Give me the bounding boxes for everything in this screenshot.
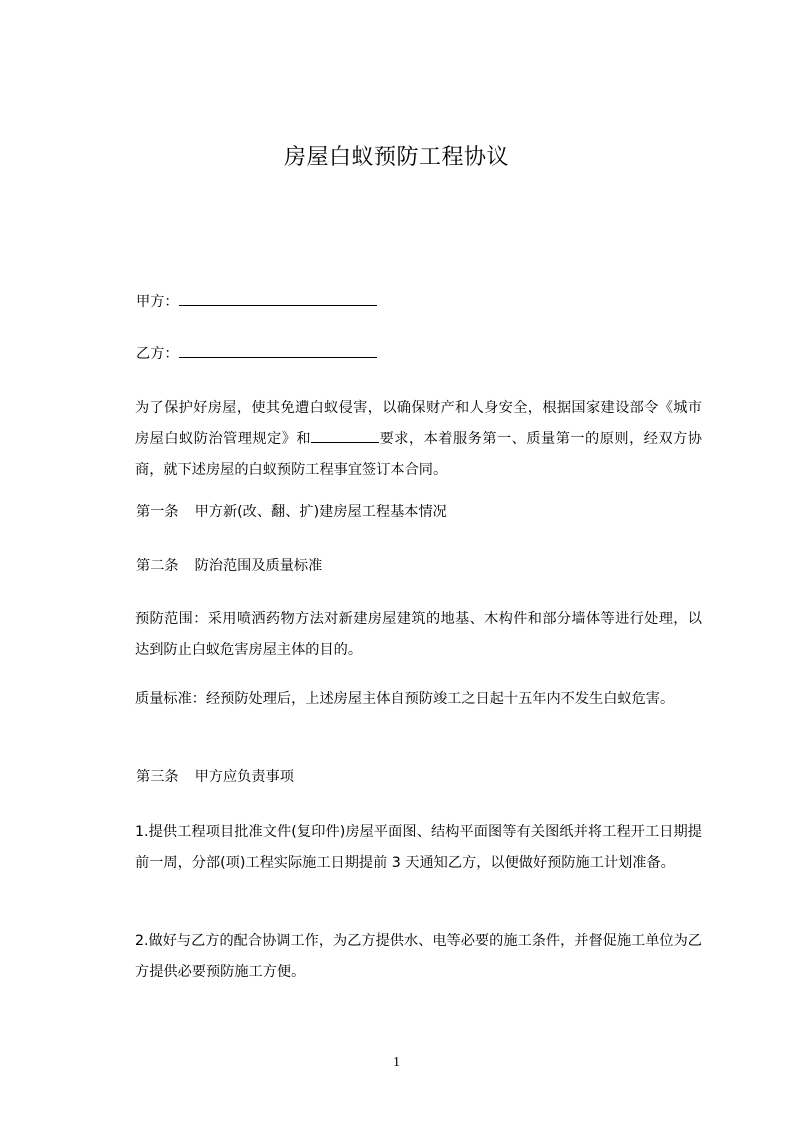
article-2-text: 防治范围及质量标准 bbox=[194, 558, 323, 574]
article-1-text: 甲方新(改、翻、扩)建房屋工程基本情况 bbox=[194, 504, 447, 520]
item-2-text: 2.做好与乙方的配合协调工作，为乙方提供水、电等必要的施工条件，并督促施工单位为乙方提供必要预防施工方便。 bbox=[135, 933, 702, 980]
scope-text: 预防范围：采用喷洒药物方法对新建房屋建筑的地基、木构件和部分墙体等进行处理，以达到防止白蚁危害房屋主体的目的。 bbox=[135, 611, 702, 658]
item-2-paragraph bbox=[95, 926, 702, 988]
intro-blank bbox=[311, 428, 379, 443]
article-3-heading bbox=[136, 767, 294, 787]
party-a-label: 甲方： bbox=[136, 294, 179, 310]
party-a-blank bbox=[179, 291, 377, 306]
quality-paragraph bbox=[95, 684, 702, 715]
intro-text-part2: 要求，本着服务第一、质量第一的原则，经双方协商，就下述房屋的白蚁预防工程事宜签订本合同。 bbox=[135, 431, 702, 478]
intro-text-part1: 为了保护好房屋，使其免遭白蚁侵害，以确保财产和人身安全，根据国家建设部令《城市房屋白蚁防治管理规定》和 bbox=[135, 400, 702, 447]
article-1-number: 第一条 bbox=[136, 504, 179, 520]
article-3-text: 甲方应负责事项 bbox=[194, 769, 294, 785]
party-b-label: 乙方： bbox=[136, 346, 179, 362]
article-1-heading bbox=[136, 502, 447, 522]
intro-paragraph bbox=[95, 393, 702, 486]
item-1-paragraph bbox=[95, 817, 702, 879]
document-title: 房屋白蚁预防工程协议 bbox=[283, 145, 509, 170]
party-b-line bbox=[136, 343, 377, 364]
party-a-line bbox=[136, 291, 377, 312]
page-number: 1 bbox=[393, 1055, 400, 1070]
scope-paragraph bbox=[95, 604, 702, 666]
party-b-blank bbox=[179, 343, 377, 358]
article-2-heading bbox=[136, 556, 322, 576]
article-3-number: 第三条 bbox=[136, 769, 179, 785]
article-2-number: 第二条 bbox=[136, 558, 179, 574]
quality-text: 质量标准：经预防处理后，上述房屋主体自预防竣工之日起十五年内不发生白蚁危害。 bbox=[135, 691, 675, 707]
item-1-text: 1.提供工程项目批准文件(复印件)房屋平面图、结构平面图等有关图纸并将工程开工日期提前一周，分部(项)工程实际施工日期提前 3 天通知乙方，以便做好预防施工计划准备。 bbox=[135, 824, 702, 871]
